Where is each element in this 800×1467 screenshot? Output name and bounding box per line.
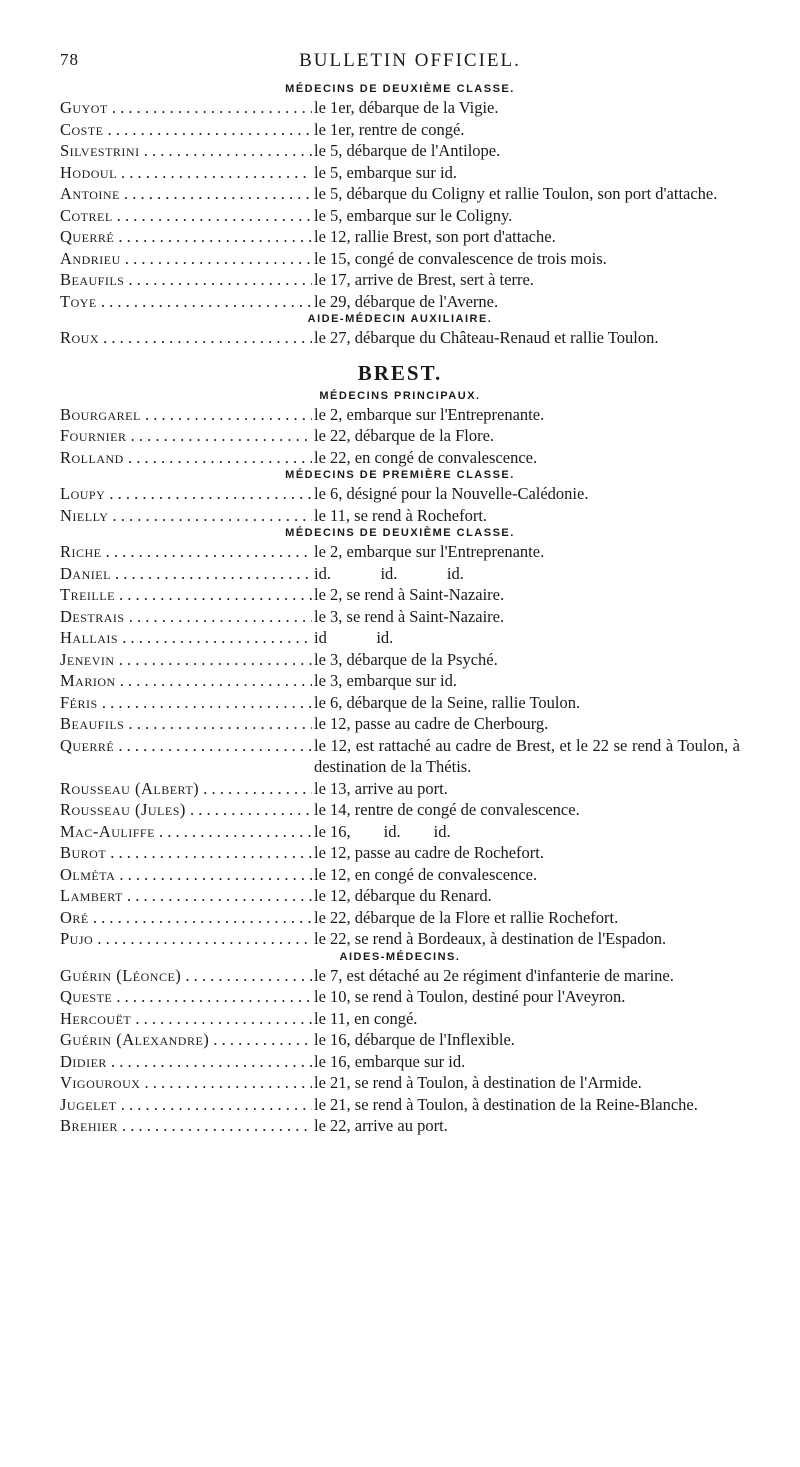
assignment-text: le 12, passe au cadre de Rochefort. xyxy=(314,843,544,862)
section-heading: AIDES-MÉDECINS. xyxy=(339,950,461,963)
assignment-text: le 29, débarque de l'Averne. xyxy=(314,291,499,311)
roster-entry xyxy=(60,864,740,886)
officer-name xyxy=(60,928,312,950)
officer-name-text: Guyot xyxy=(60,98,108,117)
roster-entry xyxy=(60,425,740,447)
assignment-text: le 5, embarque sur le Coligny. xyxy=(314,205,513,225)
officer-name xyxy=(60,907,312,929)
officer-name xyxy=(60,799,312,821)
roster-entry xyxy=(60,483,740,505)
officer-name xyxy=(60,885,312,907)
officer-name-text: Andrieu xyxy=(60,248,121,268)
assignment-text: le 3, débarque de la Psyché. xyxy=(314,649,498,669)
roster-entry xyxy=(60,541,740,563)
roster-entry xyxy=(60,692,740,714)
assignment-text: le 14, rentre de congé de convalescence. xyxy=(314,800,580,819)
roster-entry xyxy=(60,205,740,227)
page-number: 78 xyxy=(60,50,79,69)
assignment-text: le 5, débarque de l'Antilope. xyxy=(314,141,501,160)
officer-name-text: Beaufils xyxy=(60,270,125,289)
officer-name xyxy=(60,965,312,987)
assignment-text: le 11, en congé. xyxy=(314,1008,418,1028)
roster-entry xyxy=(60,584,740,606)
assignment-text: le 22, débarque de la Flore. xyxy=(314,426,495,445)
section-heading: AIDE-MÉDECIN AUXILIAIRE. xyxy=(307,313,493,325)
roster-entry xyxy=(60,226,740,248)
officer-name-text: Lambert xyxy=(60,886,123,905)
roster-entry xyxy=(60,183,740,205)
assignment-text: le 10, se rend à Toulon, destiné pour l'Aveyron. xyxy=(314,987,626,1006)
assignment-text: id id. xyxy=(314,628,394,647)
officer-name xyxy=(60,713,312,735)
section-heading: MÉDECINS DE PREMIÈRE CLASSE. xyxy=(285,469,515,481)
officer-name xyxy=(60,447,312,469)
roster-entry xyxy=(60,928,740,950)
assignment-text: le 12, rallie Brest, son port d'attache. xyxy=(314,227,556,246)
roster-entry xyxy=(60,1094,740,1116)
officer-name-text: Pujo xyxy=(60,929,94,948)
roster-entry xyxy=(60,965,740,987)
roster-entry xyxy=(60,649,740,671)
officer-name-text: Fournier xyxy=(60,426,127,445)
roster-entry xyxy=(60,1029,740,1051)
officer-name xyxy=(60,425,312,447)
assignment-text: le 6, désigné pour la Nouvelle-Calédonie. xyxy=(314,484,589,503)
roster-entry xyxy=(60,627,740,649)
officer-name xyxy=(60,1051,312,1073)
port-heading: BREST. xyxy=(357,360,443,385)
officer-name-text: Rousseau (Jules) xyxy=(60,800,186,819)
assignment-text: le 6, débarque de la Seine, rallie Toulon. xyxy=(314,692,581,712)
officer-name xyxy=(60,1008,312,1030)
assignment-text: le 3, se rend à Saint-Nazaire. xyxy=(314,606,505,626)
officer-name-text: Jenevin xyxy=(60,649,115,669)
officer-name-text: Hodoul xyxy=(60,162,117,182)
assignment-text: le 22, se rend à Bordeaux, à destination de l'Espadon. xyxy=(314,929,667,948)
officer-name xyxy=(60,1029,312,1051)
officer-name-text: Loupy xyxy=(60,484,106,503)
officer-name-text: Bourgarel xyxy=(60,404,141,424)
assignment-text: id. id. id. xyxy=(314,563,464,583)
assignment-text: le 5, débarque du Coligny et rallie Toulon, son port d'attache. xyxy=(314,184,718,203)
roster-entry xyxy=(60,799,740,821)
assignment-text: le 21, se rend à Toulon, à destination de la Reine-Blanche. xyxy=(314,1094,698,1114)
officer-name-text: Rousseau (Albert) xyxy=(60,778,200,798)
officer-name-text: Beaufils xyxy=(60,714,125,733)
assignment-text: le 22, arrive au port. xyxy=(314,1116,448,1135)
roster-entry xyxy=(60,505,740,527)
officer-name xyxy=(60,140,312,162)
officer-name-text: Rolland xyxy=(60,447,124,467)
officer-name xyxy=(60,584,312,606)
officer-name xyxy=(60,842,312,864)
assignment-text: le 7, est détaché au 2e régiment d'infanterie de marine. xyxy=(314,965,674,985)
roster-entry xyxy=(60,986,740,1008)
officer-name-text: Toye xyxy=(60,291,97,311)
officer-name xyxy=(60,778,312,800)
assignment-text: le 16, débarque de l'Inflexible. xyxy=(314,1030,515,1049)
roster-entry xyxy=(60,447,740,469)
officer-name xyxy=(60,563,312,585)
officer-name-text: Marion xyxy=(60,671,116,690)
roster-entry xyxy=(60,1051,740,1073)
assignment-text: le 12, est rattaché au cadre de Brest, et le 22 se rend à Toulon, à destination de la Thétis. xyxy=(314,735,745,776)
officer-name xyxy=(60,692,312,714)
officer-name-text: Oré xyxy=(60,907,89,927)
roster-entry xyxy=(60,291,740,313)
officer-name xyxy=(60,541,312,563)
assignment-text: le 2, embarque sur l'Entreprenante. xyxy=(314,404,545,424)
assignment-text: le 2, embarque sur l'Entreprenante. xyxy=(314,542,545,561)
officer-name xyxy=(60,735,312,757)
officer-name-text: Guérin (Alexandre) xyxy=(60,1030,210,1049)
officer-name-text: Treille xyxy=(60,585,115,604)
assignment-text: le 21, se rend à Toulon, à destination de l'Armide. xyxy=(314,1073,642,1092)
officer-name-text: Burot xyxy=(60,843,107,862)
roster-entry xyxy=(60,269,740,291)
roster-entry xyxy=(60,606,740,628)
assignment-text: le 5, embarque sur id. xyxy=(314,162,457,182)
assignment-text: le 1er, rentre de congé. xyxy=(314,119,465,139)
officer-name-text: Olméta xyxy=(60,864,116,884)
officer-name xyxy=(60,505,312,527)
officer-name-text: Coste xyxy=(60,119,104,139)
officer-name-text: Mac-Auliffe xyxy=(60,821,155,841)
officer-name xyxy=(60,483,312,505)
roster-entry xyxy=(60,563,740,585)
roster-entry xyxy=(60,404,740,426)
officer-name xyxy=(60,226,312,248)
assignment-text: le 13, arrive au port. xyxy=(314,778,448,798)
officer-name xyxy=(60,1094,312,1116)
officer-name xyxy=(60,864,312,886)
officer-name xyxy=(60,205,312,227)
officer-name xyxy=(60,162,312,184)
officer-name-text: Querré xyxy=(60,227,115,246)
section-heading: MÉDECINS DE DEUXIÈME CLASSE. xyxy=(285,83,515,95)
officer-name-text: Guérin (Léonce) xyxy=(60,965,182,985)
roster-entry xyxy=(60,735,745,778)
officer-name-text: Cotrel xyxy=(60,205,113,225)
roster-entry xyxy=(60,778,740,800)
officer-name-text: Queste xyxy=(60,987,113,1006)
roster-entry xyxy=(60,713,740,735)
roster-entry xyxy=(60,842,740,864)
officer-name xyxy=(60,248,312,270)
assignment-text: le 22, débarque de la Flore et rallie Rochefort. xyxy=(314,907,619,927)
officer-name-text: Didier xyxy=(60,1051,107,1071)
assignment-text: le 12, en congé de convalescence. xyxy=(314,864,538,884)
officer-name xyxy=(60,670,312,692)
assignment-text: le 27, débarque du Château-Renaud et rallie Toulon. xyxy=(314,328,659,347)
page-title: BULLETIN OFFICIEL. xyxy=(299,50,521,71)
officer-name xyxy=(60,649,312,671)
officer-name xyxy=(60,183,312,205)
officer-name-text: Destrais xyxy=(60,606,125,626)
roster-entry xyxy=(60,97,740,119)
roster-entry xyxy=(60,327,740,349)
officer-name xyxy=(60,627,312,649)
officer-name-text: Riche xyxy=(60,542,102,561)
officer-name-text: Antoine xyxy=(60,184,120,203)
officer-name-text: Brehier xyxy=(60,1116,118,1135)
officer-name xyxy=(60,97,312,119)
officer-name xyxy=(60,269,312,291)
roster-entry xyxy=(60,119,740,141)
assignment-text: le 16, id. id. xyxy=(314,821,451,841)
roster-entry xyxy=(60,140,740,162)
document-body xyxy=(60,82,745,1137)
assignment-text: le 1er, débarque de la Vigie. xyxy=(314,98,499,117)
roster-entry xyxy=(60,1072,740,1094)
assignment-text: le 17, arrive de Brest, sert à terre. xyxy=(314,270,534,289)
officer-name-text: Hercouët xyxy=(60,1008,132,1028)
assignment-text: le 22, en congé de convalescence. xyxy=(314,447,538,467)
officer-name xyxy=(60,291,312,313)
assignment-text: le 16, embarque sur id. xyxy=(314,1051,466,1071)
roster-entry xyxy=(60,162,740,184)
assignment-text: le 3, embarque sur id. xyxy=(314,671,457,690)
officer-name-text: Jugelet xyxy=(60,1094,117,1114)
roster-entry xyxy=(60,821,740,843)
officer-name-text: Roux xyxy=(60,328,100,347)
assignment-text: le 11, se rend à Rochefort. xyxy=(314,505,488,525)
roster-entry xyxy=(60,670,740,692)
roster-entry xyxy=(60,1115,740,1137)
section-heading: MÉDECINS PRINCIPAUX. xyxy=(319,389,481,402)
officer-name-text: Nielly xyxy=(60,505,109,525)
officer-name-text: Daniel xyxy=(60,563,111,583)
assignment-text: le 2, se rend à Saint-Nazaire. xyxy=(314,585,505,604)
section-heading: MÉDECINS DE DEUXIÈME CLASSE. xyxy=(285,527,515,539)
assignment-text: le 12, débarque du Renard. xyxy=(314,886,492,905)
officer-name xyxy=(60,327,312,349)
officer-name-text: Silvestrini xyxy=(60,141,140,160)
officer-name-text: Vigouroux xyxy=(60,1073,141,1092)
officer-name-text: Féris xyxy=(60,692,98,712)
officer-name xyxy=(60,119,312,141)
roster-entry xyxy=(60,907,740,929)
assignment-text: le 12, passe au cadre de Cherbourg. xyxy=(314,714,549,733)
roster-entry xyxy=(60,885,740,907)
officer-name xyxy=(60,1115,312,1137)
officer-name xyxy=(60,821,312,843)
officer-name-text: Querré xyxy=(60,735,115,755)
officer-name-text: Hallais xyxy=(60,628,119,647)
officer-name xyxy=(60,404,312,426)
assignment-text: le 15, congé de convalescence de trois mois. xyxy=(314,248,607,268)
officer-name xyxy=(60,986,312,1008)
officer-name xyxy=(60,1072,312,1094)
roster-entry xyxy=(60,1008,740,1030)
page-header xyxy=(60,50,760,74)
officer-name xyxy=(60,606,312,628)
roster-entry xyxy=(60,248,740,270)
